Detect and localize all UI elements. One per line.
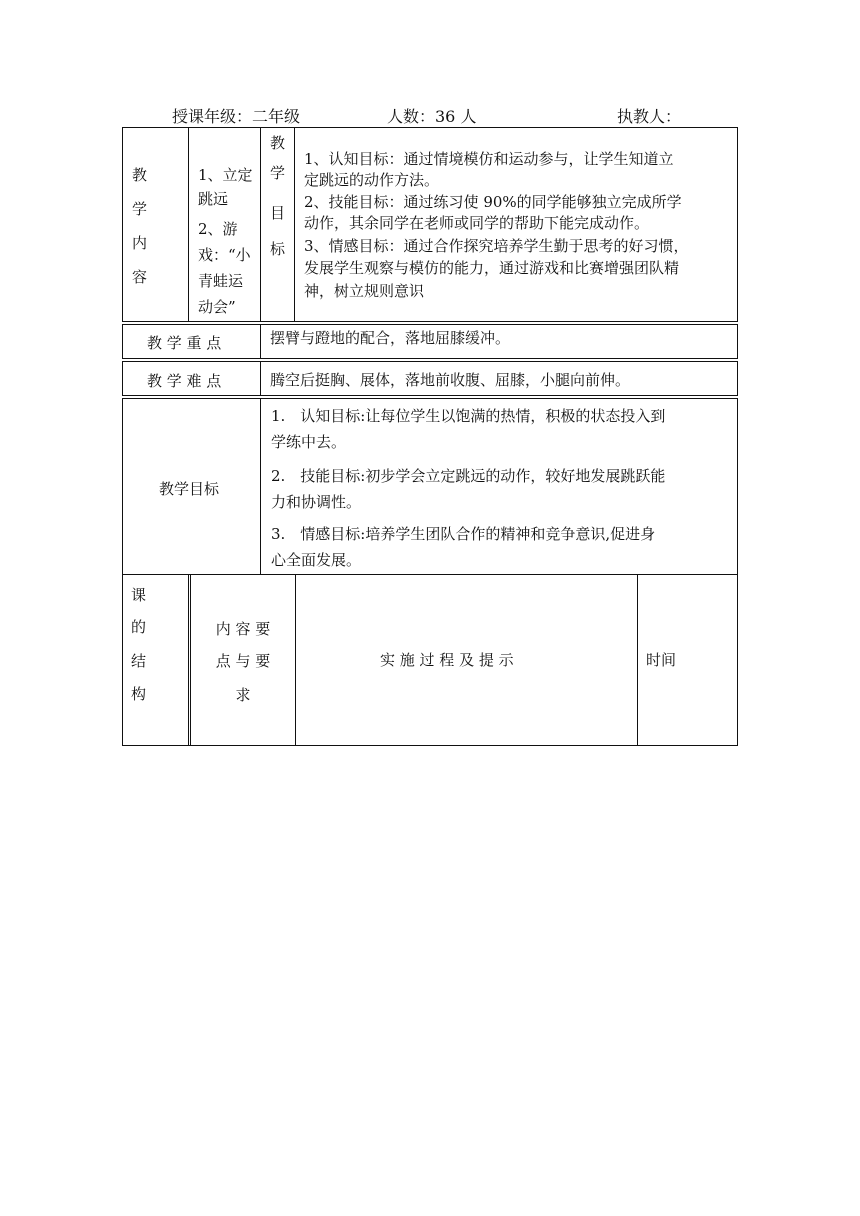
time-header: 时间 bbox=[646, 651, 677, 669]
content-label-char: 内 bbox=[132, 234, 148, 252]
content-item-line: 动会” bbox=[198, 298, 236, 316]
difficulties-text: 腾空后挺胸、展体，落地前收腹、屈膝，小腿向前伸。 bbox=[270, 371, 631, 389]
goal-label-char: 目 bbox=[270, 204, 286, 222]
structure-label-char: 结 bbox=[131, 652, 147, 670]
content-item-line: 戏：“小 bbox=[198, 246, 251, 264]
structure-label-char: 课 bbox=[131, 586, 147, 604]
goal-line: 发展学生观察与模仿的能力，通过游戏和比赛增强团队精 bbox=[304, 259, 680, 277]
grade-label: 授课年级：二年级 bbox=[172, 107, 301, 126]
content-label-char: 学 bbox=[132, 200, 148, 218]
goal-line: 3、情感目标：通过合作探究培养学生勤于思考的好习惯， bbox=[304, 237, 689, 255]
objective-line: 2. 技能目标:初步学会立定跳远的动作，较好地发展跳跃能 bbox=[271, 467, 666, 485]
student-count: 人数：36 人 bbox=[387, 107, 477, 126]
goal-label-char: 学 bbox=[270, 164, 286, 182]
goal-line: 1、认知目标：通过情境模仿和运动参与，让学生知道立 bbox=[304, 150, 674, 168]
content-item-line: 青蛙运 bbox=[198, 272, 244, 290]
teacher-label: 执教人： bbox=[617, 107, 682, 126]
difficulties-label: 教 学 难 点 bbox=[147, 372, 222, 390]
structure-label-char: 构 bbox=[131, 685, 147, 703]
content-item-line: 2、游 bbox=[198, 220, 238, 238]
key-points-text: 摆臂与蹬地的配合，落地屈膝缓冲。 bbox=[270, 329, 511, 347]
objective-line: 1. 认知目标:让每位学生以饱满的热情，积极的状态投入到 bbox=[271, 407, 666, 425]
content-label-char: 容 bbox=[132, 268, 148, 286]
key-points-label: 教 学 重 点 bbox=[147, 334, 222, 352]
goal-label-char: 教 bbox=[270, 134, 286, 152]
content-req-line: 求 bbox=[235, 686, 251, 704]
objectives-label: 教学目标 bbox=[159, 480, 220, 498]
structure-label-char: 的 bbox=[131, 618, 147, 636]
content-item-line: 1、立定 bbox=[198, 166, 253, 184]
objective-line: 心全面发展。 bbox=[271, 551, 362, 569]
process-header: 实 施 过 程 及 提 示 bbox=[380, 651, 514, 669]
goal-line: 定跳远的动作方法。 bbox=[304, 171, 440, 189]
goal-line: 2、技能目标：通过练习使 90%的同学能够独立完成所学 bbox=[304, 193, 682, 211]
goal-line: 动作，其余同学在老师或同学的帮助下能完成动作。 bbox=[304, 214, 650, 232]
goal-line: 神，树立规则意识 bbox=[304, 282, 425, 300]
goal-label-char: 标 bbox=[270, 240, 286, 258]
objective-line: 3. 情感目标:培养学生团队合作的精神和竞争意识,促进身 bbox=[271, 525, 656, 543]
content-item-line: 跳远 bbox=[198, 190, 229, 208]
objective-line: 力和协调性。 bbox=[271, 493, 362, 511]
content-req-line: 点 与 要 bbox=[215, 652, 271, 670]
objective-line: 学练中去。 bbox=[271, 433, 347, 451]
content-req-line: 内 容 要 bbox=[215, 620, 271, 638]
content-label-char: 教 bbox=[132, 166, 148, 184]
